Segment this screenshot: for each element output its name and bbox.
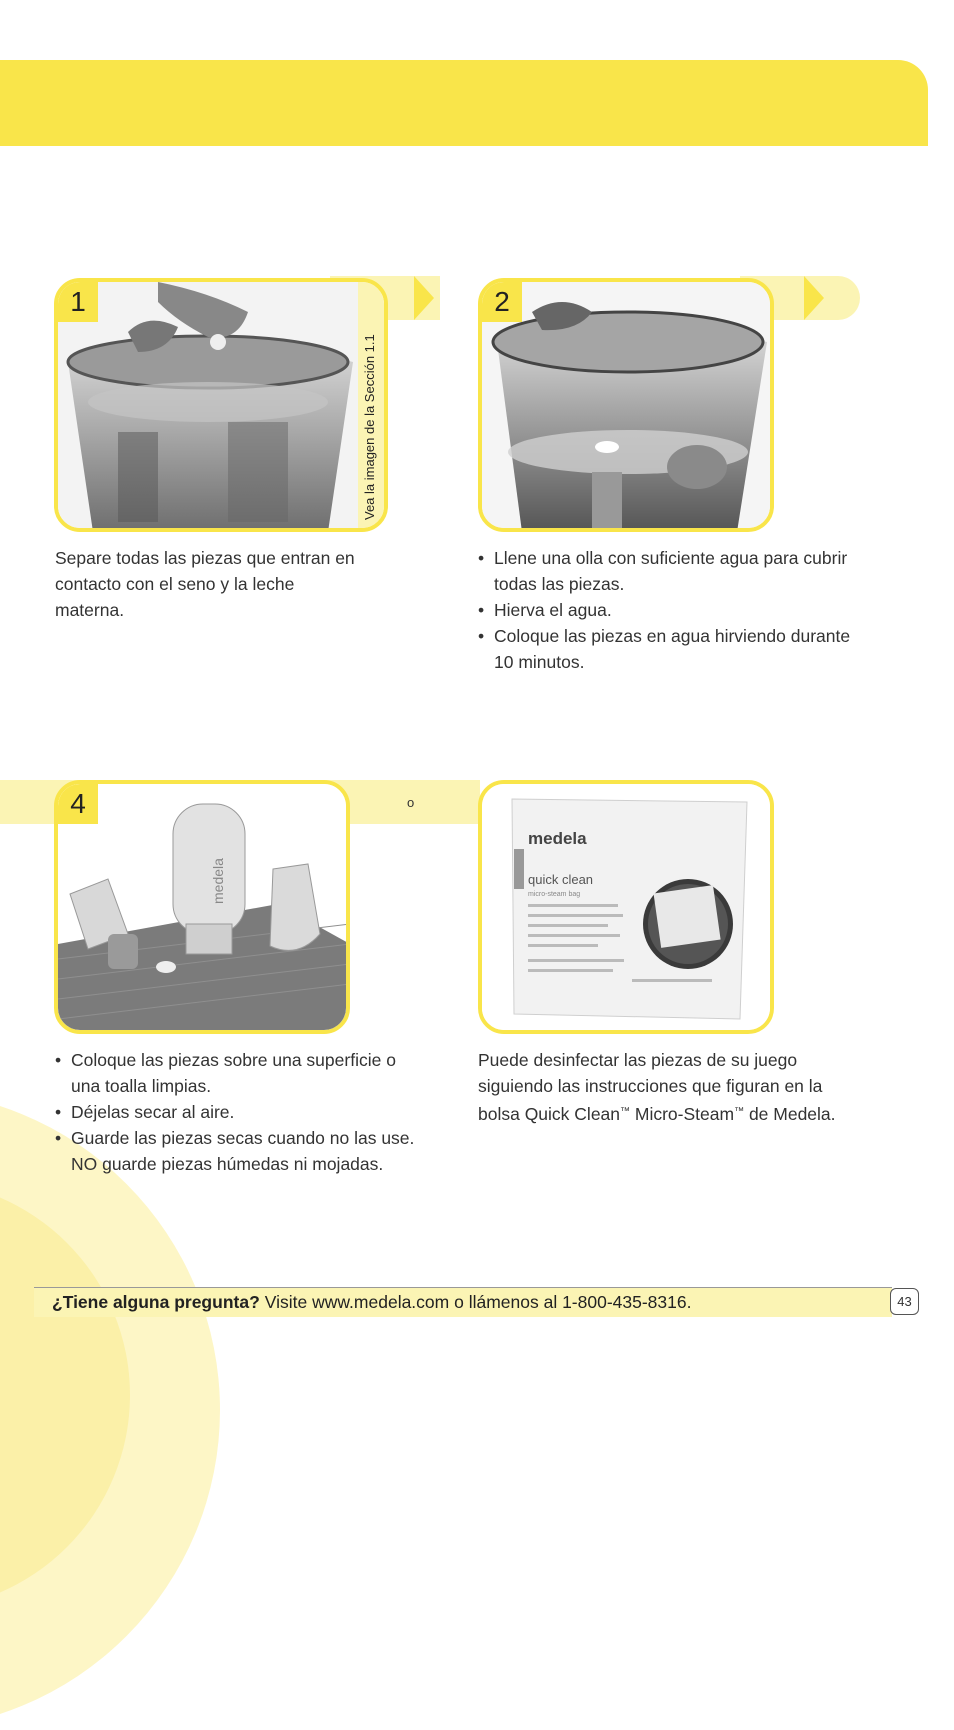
header-band xyxy=(0,60,928,146)
pot-with-parts-photo xyxy=(58,282,358,532)
step-1-arrow xyxy=(414,276,434,320)
quick-clean-description xyxy=(478,1047,848,1127)
bag-subtitle: micro-steam bag xyxy=(528,891,581,898)
quick-clean-text-part: Micro-Steam xyxy=(630,1104,735,1124)
step-4-bullet: • Coloque las piezas sobre una superficie o una toalla limpias. xyxy=(55,1047,425,1099)
quick-clean-text-part: Puede desinfectar las piezas de su juego siguiendo las instrucciones que figuran en la bolsa Quick Clean xyxy=(478,1050,823,1124)
step-4-number: 4 xyxy=(58,784,98,824)
footer-bar xyxy=(34,1287,892,1317)
boiling-pot-photo xyxy=(482,282,774,532)
bag-brand: medela xyxy=(528,829,587,848)
step-1-panel xyxy=(54,278,388,532)
quick-clean-text-part: de Medela. xyxy=(744,1104,836,1124)
step-4-panel xyxy=(54,780,350,1034)
drying-parts-photo xyxy=(58,784,350,1034)
step-1-text xyxy=(55,545,355,623)
step-2-text xyxy=(478,545,858,675)
or-label: o xyxy=(407,795,415,810)
quick-clean-panel xyxy=(478,780,774,1034)
step-2-arrow xyxy=(804,276,824,320)
step-2-bullet: • Llene una olla con suficiente agua para cubrir todas las piezas. xyxy=(478,545,858,597)
step-2-bullet: • Coloque las piezas en agua hirviendo durante 10 minutos. xyxy=(478,623,858,675)
see-section-note: Vea la imagen de la Sección 1.1 xyxy=(362,334,377,520)
bag-product: quick clean xyxy=(528,872,594,887)
footer-question: ¿Tiene alguna pregunta? xyxy=(52,1292,260,1312)
step-2-bullet: • Hierva el agua. xyxy=(478,597,858,623)
step-2-number: 2 xyxy=(482,282,522,322)
step-1-description: Separe todas las piezas que entran en contacto con el seno y la leche materna. xyxy=(55,548,355,620)
quick-clean-text xyxy=(478,1047,848,1127)
step-4-text xyxy=(55,1047,425,1177)
step-1-number: 1 xyxy=(58,282,98,322)
trademark-symbol: ™ xyxy=(734,1106,745,1117)
footer-contact: Visite www.medela.com o llámenos al 1-800-435-8316. xyxy=(264,1292,692,1312)
step-4-bullet: • Déjelas secar al aire. xyxy=(55,1099,425,1125)
trademark-symbol: ™ xyxy=(620,1106,631,1117)
step-4-bullet: • Guarde las piezas secas cuando no las use. NO guarde piezas húmedas ni mojadas. xyxy=(55,1125,425,1177)
bottle-brand: medela xyxy=(210,858,226,904)
quick-clean-bag-photo xyxy=(482,784,774,1034)
step-2-panel xyxy=(478,278,774,532)
page-number: 43 xyxy=(890,1288,919,1315)
